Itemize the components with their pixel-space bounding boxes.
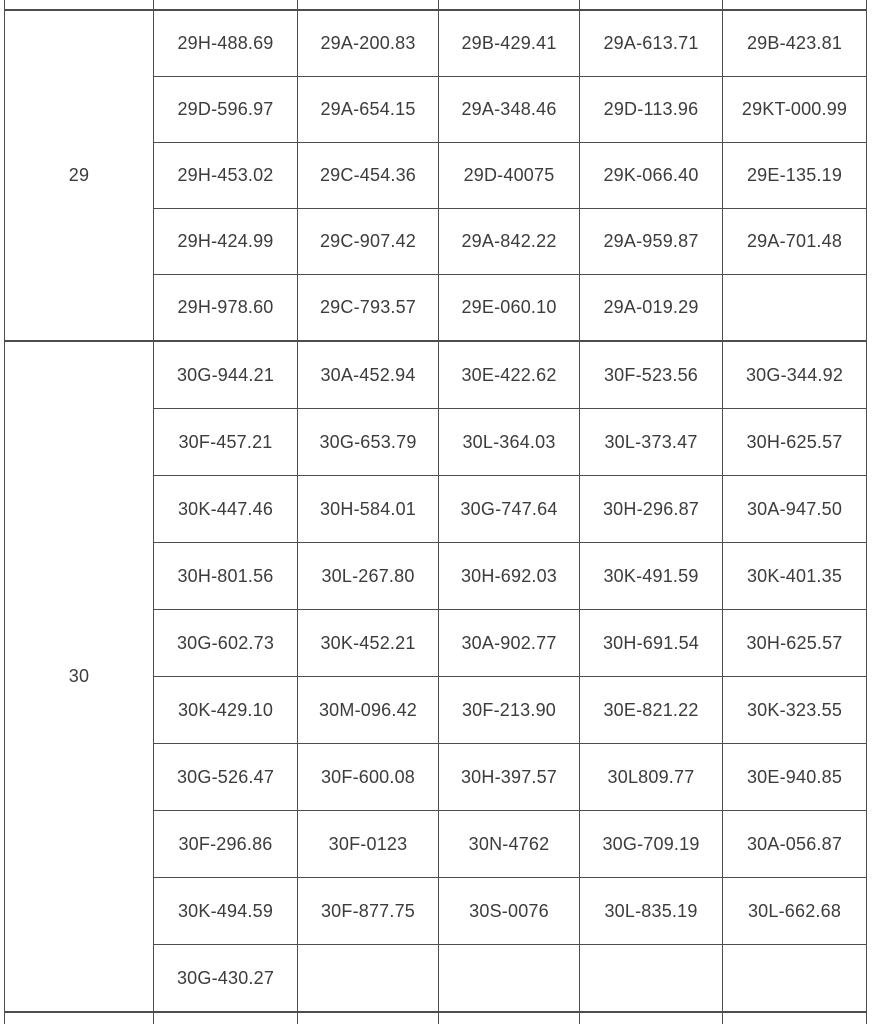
code-cell: 30G-344.92 bbox=[723, 341, 867, 409]
partial-cell bbox=[298, 1012, 439, 1024]
code-cell: 29KT-000.99 bbox=[723, 77, 867, 143]
code-cell: 29A-959.87 bbox=[580, 209, 723, 275]
code-cell: 30L-373.47 bbox=[580, 409, 723, 476]
code-cell: 30A-452.94 bbox=[298, 341, 439, 409]
code-cell: 29D-40075 bbox=[439, 143, 580, 209]
code-cell: 29E-060.10 bbox=[439, 275, 580, 342]
code-cell: 30F-0123 bbox=[298, 811, 439, 878]
code-cell: 30A-902.77 bbox=[439, 610, 580, 677]
code-cell: 29H-424.99 bbox=[154, 209, 298, 275]
code-cell: 29K-066.40 bbox=[580, 143, 723, 209]
section-number-cell bbox=[5, 10, 154, 341]
code-cell: 30G-653.79 bbox=[298, 409, 439, 476]
partial-cell bbox=[5, 0, 154, 10]
code-cell: 29A-348.46 bbox=[439, 77, 580, 143]
code-cell: 30K-447.46 bbox=[154, 476, 298, 543]
code-cell: 29D-596.97 bbox=[154, 77, 298, 143]
code-cell: 30K-429.10 bbox=[154, 677, 298, 744]
partial-cell bbox=[723, 1012, 867, 1024]
code-cell: 29B-429.41 bbox=[439, 10, 580, 77]
partial-cell bbox=[154, 1012, 298, 1024]
code-cell: 30H-584.01 bbox=[298, 476, 439, 543]
partial-cell bbox=[580, 0, 723, 10]
code-cell: 30H-692.03 bbox=[439, 543, 580, 610]
code-cell: 30L-835.19 bbox=[580, 878, 723, 945]
code-cell: 29A-842.22 bbox=[439, 209, 580, 275]
code-cell: 30F-600.08 bbox=[298, 744, 439, 811]
empty-cell bbox=[439, 945, 580, 1013]
code-cell: 29H-488.69 bbox=[154, 10, 298, 77]
code-cell: 29A-654.15 bbox=[298, 77, 439, 143]
empty-cell bbox=[723, 945, 867, 1013]
partial-cell bbox=[298, 0, 439, 10]
code-cell: 30E-821.22 bbox=[580, 677, 723, 744]
code-cell: 29E-135.19 bbox=[723, 143, 867, 209]
code-cell: 30G-944.21 bbox=[154, 341, 298, 409]
table-row bbox=[5, 341, 867, 409]
code-cell: 30S-0076 bbox=[439, 878, 580, 945]
code-cell: 30F-457.21 bbox=[154, 409, 298, 476]
partial-cell bbox=[723, 0, 867, 10]
code-cell: 30H-801.56 bbox=[154, 543, 298, 610]
code-cell: 30N-4762 bbox=[439, 811, 580, 878]
code-cell: 29A-200.83 bbox=[298, 10, 439, 77]
code-table bbox=[4, 0, 867, 1024]
code-cell: 29B-423.81 bbox=[723, 10, 867, 77]
empty-cell bbox=[723, 275, 867, 342]
table-row bbox=[5, 10, 867, 77]
code-cell: 30G-430.27 bbox=[154, 945, 298, 1013]
code-cell: 30K-323.55 bbox=[723, 677, 867, 744]
partial-cell bbox=[439, 0, 580, 10]
section-number: 29 bbox=[68, 165, 90, 185]
code-cell: 30F-213.90 bbox=[439, 677, 580, 744]
partial-cell bbox=[154, 0, 298, 10]
partial-cell bbox=[5, 1012, 154, 1024]
code-cell: 30K-452.21 bbox=[298, 610, 439, 677]
code-cell: 29A-019.29 bbox=[580, 275, 723, 342]
code-cell: 30L-662.68 bbox=[723, 878, 867, 945]
table-body bbox=[5, 0, 867, 1024]
code-cell: 29H-978.60 bbox=[154, 275, 298, 342]
code-cell: 29A-613.71 bbox=[580, 10, 723, 77]
code-cell: 30K-491.59 bbox=[580, 543, 723, 610]
code-cell: 30M-096.42 bbox=[298, 677, 439, 744]
partial-cell bbox=[580, 1012, 723, 1024]
section-number: 30 bbox=[68, 666, 90, 686]
code-cell: 30H-296.87 bbox=[580, 476, 723, 543]
code-cell: 30H-625.57 bbox=[723, 610, 867, 677]
code-cell: 29A-701.48 bbox=[723, 209, 867, 275]
code-cell: 30H-397.57 bbox=[439, 744, 580, 811]
partial-cell bbox=[439, 1012, 580, 1024]
code-cell: 30L-364.03 bbox=[439, 409, 580, 476]
section-number-cell bbox=[5, 341, 154, 1012]
code-cell: 30L-267.80 bbox=[298, 543, 439, 610]
code-cell: 30L809.77 bbox=[580, 744, 723, 811]
code-cell: 29D-113.96 bbox=[580, 77, 723, 143]
code-cell: 30H-625.57 bbox=[723, 409, 867, 476]
code-cell: 30G-602.73 bbox=[154, 610, 298, 677]
code-cell: 30E-422.62 bbox=[439, 341, 580, 409]
code-cell: 30G-747.64 bbox=[439, 476, 580, 543]
code-cell: 30G-526.47 bbox=[154, 744, 298, 811]
empty-cell bbox=[580, 945, 723, 1013]
code-cell: 30A-056.87 bbox=[723, 811, 867, 878]
code-cell: 30G-709.19 bbox=[580, 811, 723, 878]
code-cell: 30A-947.50 bbox=[723, 476, 867, 543]
code-cell: 30E-940.85 bbox=[723, 744, 867, 811]
code-cell: 30K-494.59 bbox=[154, 878, 298, 945]
code-cell: 30F-296.86 bbox=[154, 811, 298, 878]
code-cell: 29C-793.57 bbox=[298, 275, 439, 342]
code-cell: 30F-877.75 bbox=[298, 878, 439, 945]
empty-cell bbox=[298, 945, 439, 1013]
code-cell: 30F-523.56 bbox=[580, 341, 723, 409]
code-cell: 29C-907.42 bbox=[298, 209, 439, 275]
code-cell: 29H-453.02 bbox=[154, 143, 298, 209]
partial-row bbox=[5, 0, 867, 10]
code-cell: 30H-691.54 bbox=[580, 610, 723, 677]
partial-row bbox=[5, 1012, 867, 1024]
code-cell: 29C-454.36 bbox=[298, 143, 439, 209]
code-cell: 30K-401.35 bbox=[723, 543, 867, 610]
